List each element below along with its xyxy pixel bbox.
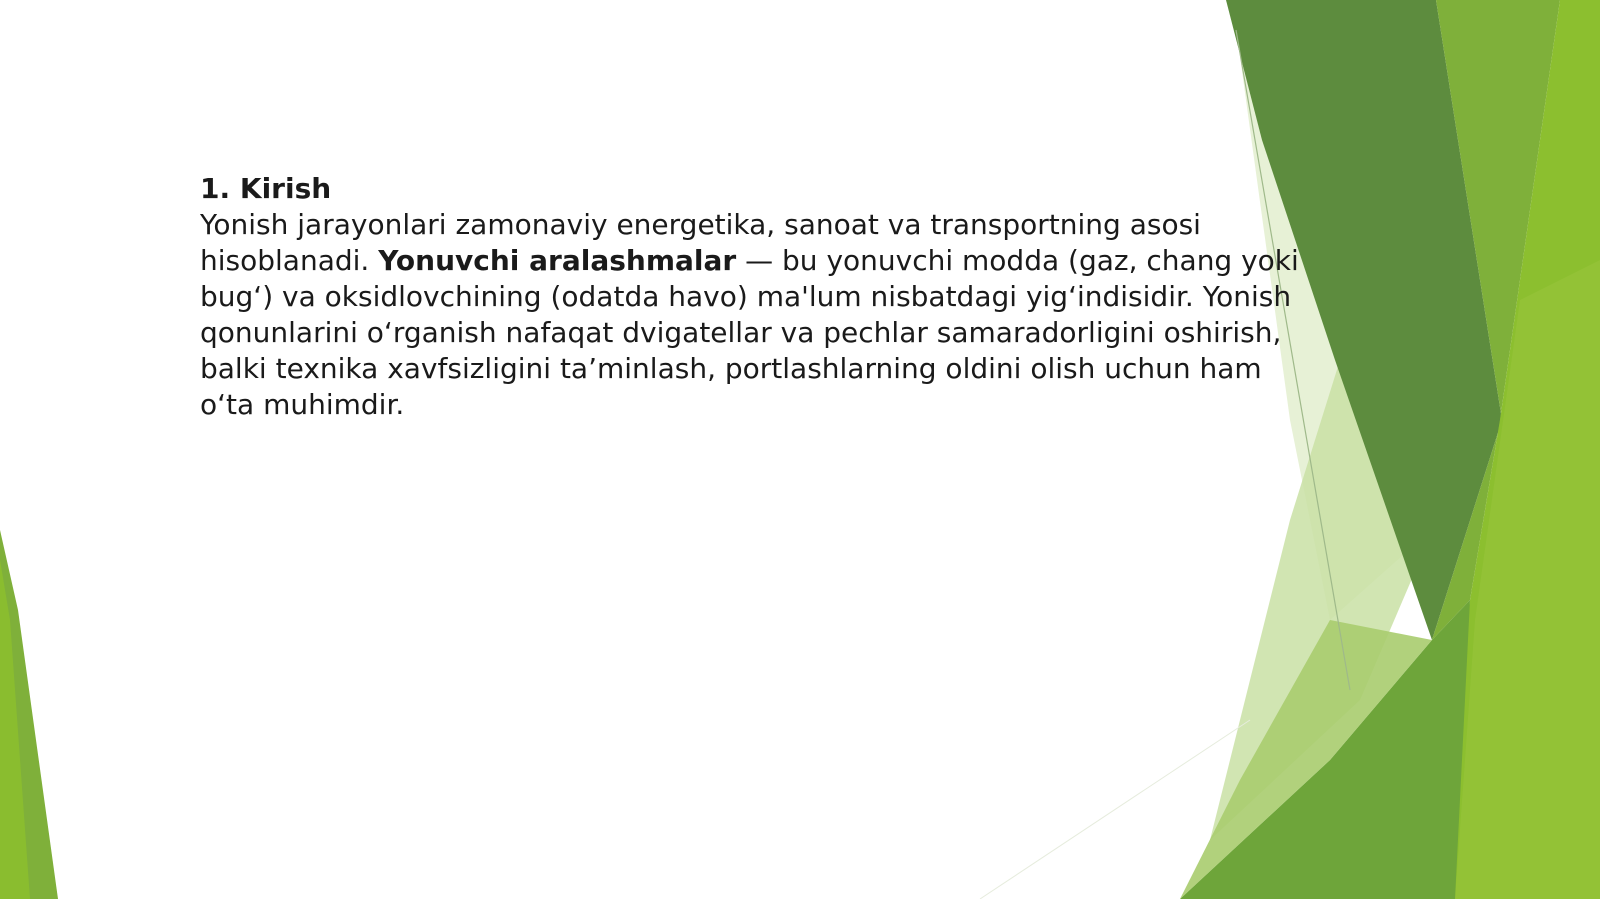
bold-term: Yonuvchi aralashmalar xyxy=(378,244,737,277)
paragraph-text-1: Yonish jarayonlari zamonaviy energetika, sanoat va transportning asosi hisoblanadi. xyxy=(200,208,1201,277)
paragraph-text-2: — bu yonuvchi modda (gaz, chang yoki bug‘) va oksidlovchining (odatda havo) ma'lum nisbatdagi yig‘indisidir. Yonish qonunlarini o‘rganish nafaqat dvigatellar va pechlar samaradorligini oshirish, balki texnika xavfsizligini ta’minlash, portlashlarning oldini olish uchun ham o‘ta muhimdir. xyxy=(200,244,1299,421)
section-heading: 1. Kirish xyxy=(200,172,332,205)
text-block xyxy=(200,171,1300,423)
body-paragraph xyxy=(200,207,1300,423)
